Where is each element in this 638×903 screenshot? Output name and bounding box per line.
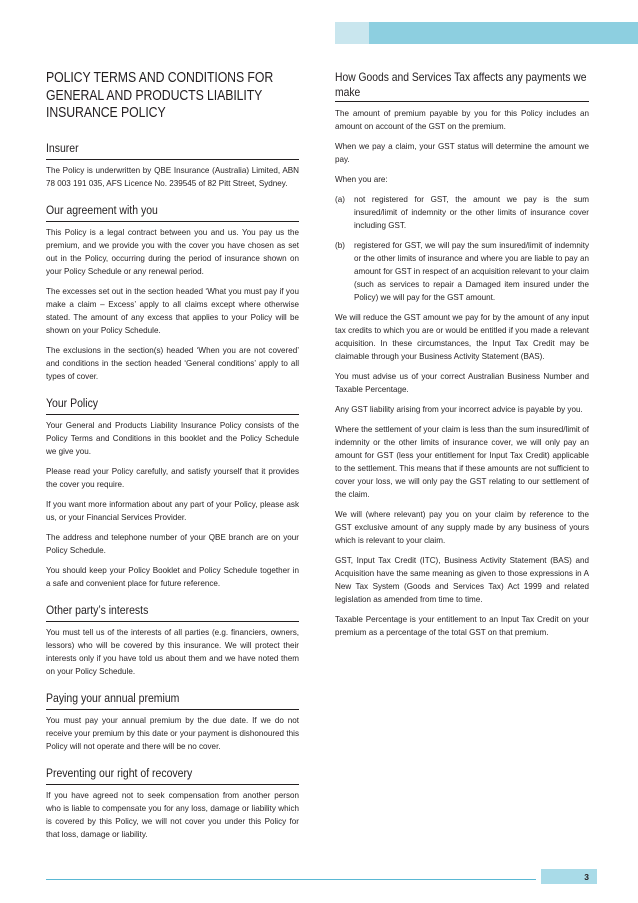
section-heading: Insurer [46,140,79,155]
section-heading: Other party’s interests [46,602,149,617]
document-title: POLICY TERMS AND CONDITIONS FOR GENERAL AND PRODUCTS LIABILITY INSURANCE POLICY [46,70,274,121]
section-heading: Paying your annual premium [46,690,180,705]
section-other-party-interests [46,603,299,678]
paragraph: You should keep your Policy Booklet and Policy Schedule together in a safe and convenient place for future reference. [46,565,299,588]
section-paying-premium [46,691,299,753]
paragraph: If you have agreed not to seek compensation from another person who is liable to compensate you for any loss, damage or liability which is covered by this Policy, we will not cover you under this Policy for that loss, damage or liability. [46,790,299,839]
paragraph: Where the settlement of your claim is less than the sum insured/limit of indemnity or the other limits of insurance cover, we will only pay an amount for GST (less your entitlement for Input Tax Credit) applicable to the settlement. This means that if these amounts are not sufficient to cover your loss, we will only pay the GST relating to our settlement of the claim. [335,425,589,499]
list-item-text: not registered for GST, the amount we pay is the sum insured/limit of indemnity or the other limits of insurance cover including GST. [354,195,589,230]
header-accent-bar-light [335,22,369,44]
heading-rule [46,709,299,710]
page-number-box [541,869,597,884]
section-our-agreement [46,203,299,383]
heading-rule [46,221,299,222]
left-column [46,70,299,848]
paragraph: This Policy is a legal contract between you and us. You pay us the premium, and we provide you with the cover you have chosen as set out in the Policy, occurring during the period of insurance shown on your Policy Schedule or any renewal period. [46,227,299,276]
section-your-policy [46,396,299,590]
section-right-of-recovery [46,766,299,841]
paragraph: You must pay your annual premium by the due date. If we do not receive your premium by this date or your payment is dishonoured this Policy will not operate and there will be no cover. [46,715,299,751]
section-heading: Your Policy [46,395,99,410]
header-accent-bar [369,22,638,44]
section-insurer [46,141,299,190]
list-item-label: (a) [335,195,345,204]
paragraph: The excesses set out in the section headed ‘What you must pay if you make a claim – Excess’ apply to all claims except where otherwise stated. The amount of any excess that applies to your Policy will be shown on your Policy Schedule. [46,286,299,335]
page-number: 3 [584,871,589,882]
paragraph: When we pay a claim, your GST status will determine the amount we pay. [335,142,589,164]
heading-rule [46,414,299,415]
list-item-text: registered for GST, we will pay the sum insured/limit of indemnity or the other limits of insurance and where you are liable to pay an amount for GST in respect of an acquisition relevant to your claim (such as services to repair a Damaged item insured under the Policy) we will pay for the GST amount. [354,241,589,302]
heading-rule [46,621,299,622]
paragraph: The Policy is underwritten by QBE Insurance (Australia) Limited, ABN 78 003 191 035, AFS Licence No. 239545 of 82 Pitt Street, Sydney. [46,165,299,188]
paragraph: We will reduce the GST amount we pay for by the amount of any input tax credits to which you are or would be entitled if you made a relevant acquisition. In these circumstances, the Input Tax Credit may be claimable through your Business Activity Statement (BAS). [335,313,589,361]
paragraph: You must advise us of your correct Australian Business Number and Taxable Percentage. [335,372,589,394]
list-item [335,239,589,304]
paragraph: Any GST liability arising from your incorrect advice is payable by you. [335,405,583,414]
footer-rule [46,879,536,880]
right-column [335,70,589,646]
paragraph: GST, Input Tax Credit (ITC), Business Activity Statement (BAS) and Acquisition have the same meaning as given to those expressions in A New Tax System (Goods and Services Tax) Act 1999 and related legislation as amended from time to time. [335,556,589,604]
section-heading: Our agreement with you [46,202,158,217]
paragraph: The exclusions in the section(s) headed ‘When you are not covered’ and conditions in the section headed ‘General conditions’ apply to all types of cover. [46,345,299,381]
paragraph: Your General and Products Liability Insurance Policy consists of the Policy Terms and Conditions in this booklet and the Policy Schedule we give you. [46,420,299,456]
paragraph: When you are: [335,175,388,184]
paragraph: Please read your Policy carefully, and satisfy yourself that it provides the cover you require. [46,466,299,489]
paragraph: You must tell us of the interests of all parties (e.g. financiers, owners, lessors) who will be covered by this insurance. We will protect their interests only if you have told us about them and we have noted them on your Policy Schedule. [46,627,299,676]
paragraph: We will (where relevant) pay you on your claim by reference to the GST exclusive amount of any supply made by any business of yours which is relevant to your claim. [335,510,589,545]
section-heading-gst: How Goods and Services Tax affects any payments we make [335,70,587,99]
paragraph: The address and telephone number of your QBE branch are on your Policy Schedule. [46,532,299,555]
heading-rule [46,784,299,785]
paragraph: The amount of premium payable by you for this Policy includes an amount on account of the GST on the premium. [335,109,589,131]
list-item-label: (b) [335,241,345,250]
paragraph: Taxable Percentage is your entitlement to an Input Tax Credit on your premium as a percentage of the total GST on that premium. [335,615,589,637]
section-heading: Preventing our right of recovery [46,765,193,780]
list-item [335,193,589,232]
heading-rule [46,159,299,160]
heading-rule [335,101,589,102]
paragraph: If you want more information about any part of your Policy, please ask us, or your Financial Services Provider. [46,499,299,522]
